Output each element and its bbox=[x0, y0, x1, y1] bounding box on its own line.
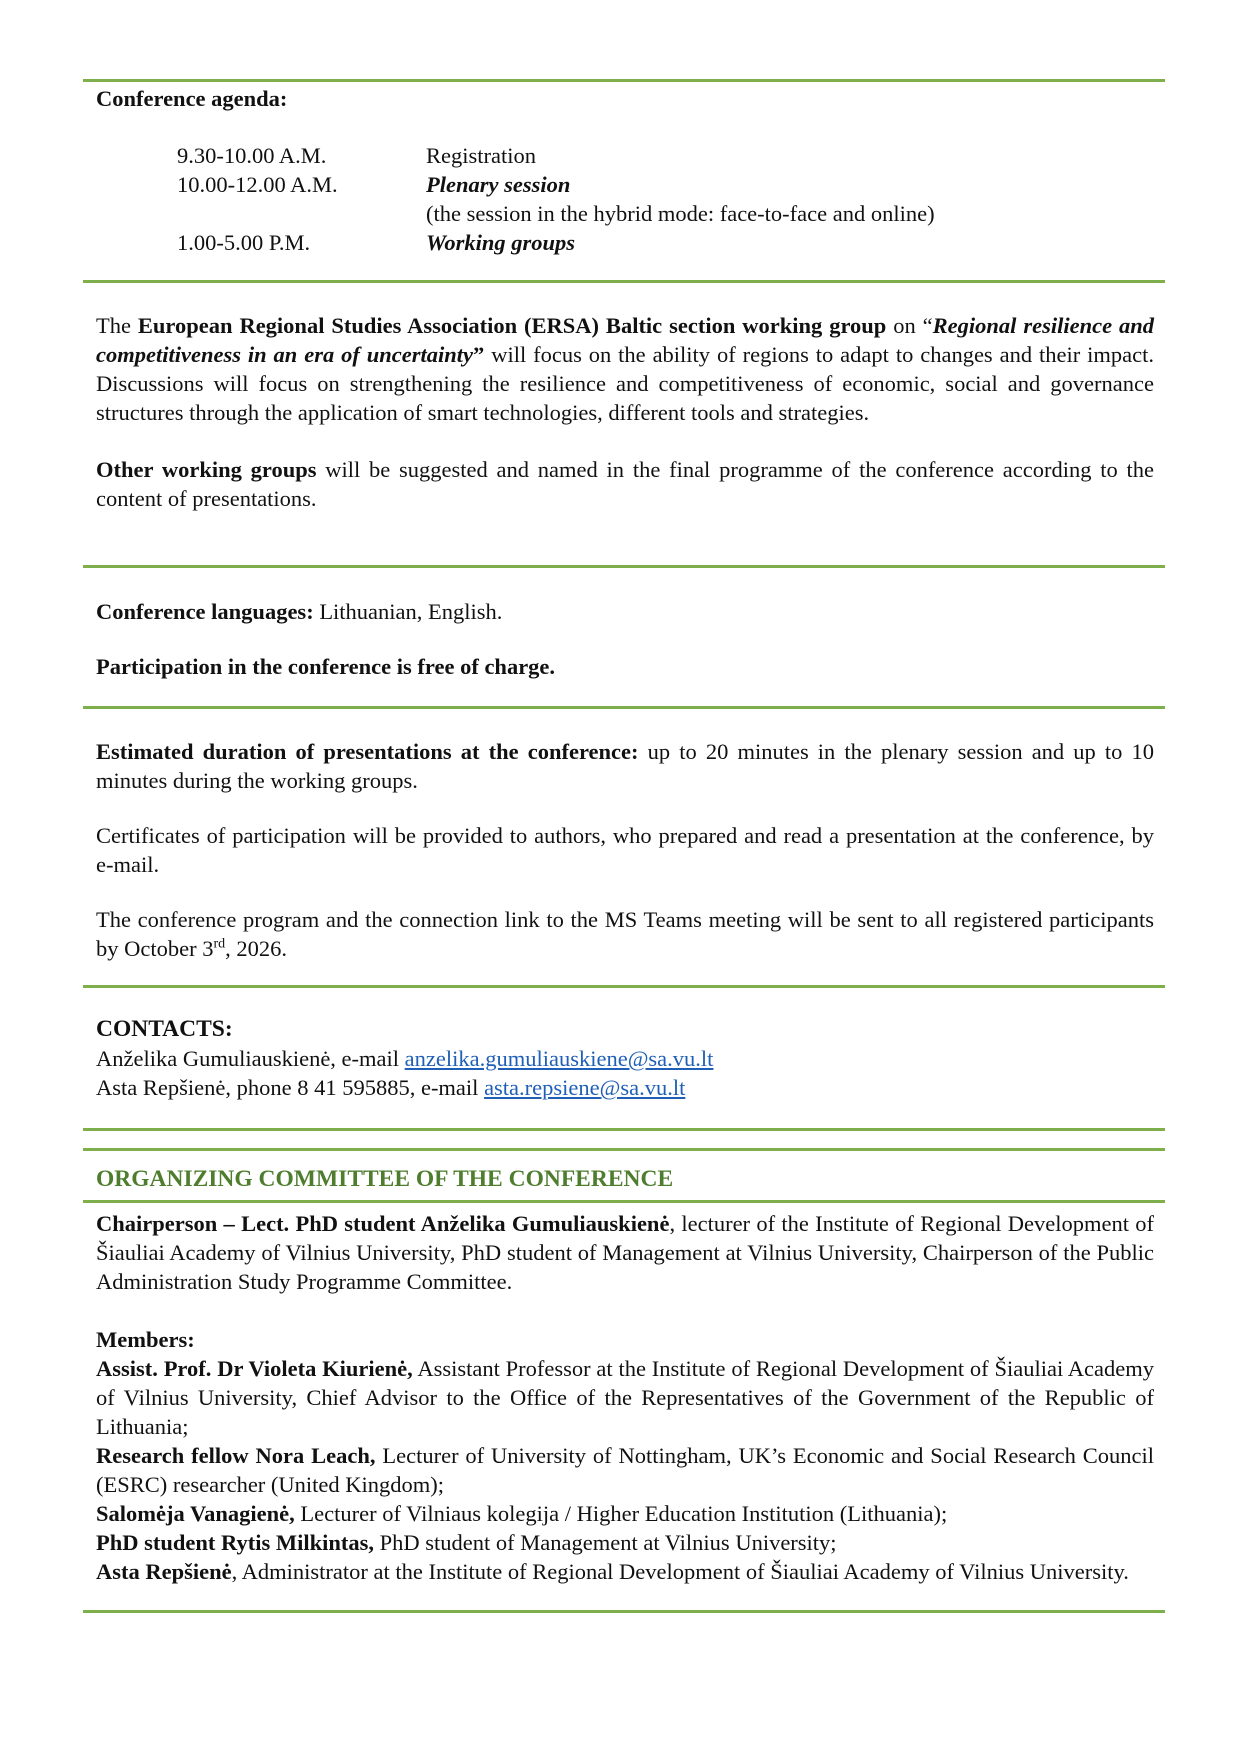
divider-top bbox=[83, 79, 1165, 82]
languages-section bbox=[96, 597, 1154, 681]
contact-line: Asta Repšienė, phone 8 41 595885, e-mail asta.repsiene@sa.vu.lt bbox=[96, 1075, 686, 1100]
ersa-section bbox=[96, 311, 1154, 513]
contacts-heading: CONTACTS: bbox=[96, 1016, 233, 1042]
email-link[interactable]: anzelika.gumuliauskiene@sa.vu.lt bbox=[404, 1046, 714, 1071]
committee-section bbox=[96, 1209, 1154, 1586]
duration-section bbox=[96, 737, 1154, 963]
divider bbox=[83, 985, 1165, 988]
agenda-desc: Plenary session bbox=[426, 172, 571, 197]
contacts-section bbox=[96, 1014, 1154, 1102]
member-item: Asta Repšienė, Administrator at the Institute of Regional Development of Šiauliai Academy of Vilnius University. bbox=[96, 1559, 1129, 1584]
agenda-desc: Registration bbox=[426, 143, 536, 168]
email-link[interactable]: asta.repsiene@sa.vu.lt bbox=[484, 1075, 686, 1100]
agenda-desc: (the session in the hybrid mode: face-to-face and online) bbox=[426, 201, 935, 226]
agenda-time: 10.00-12.00 A.M. bbox=[177, 172, 338, 197]
committee-title: ORGANIZING COMMITTEE OF THE CONFERENCE bbox=[96, 1166, 674, 1192]
member-item: Salomėja Vanagienė, Lecturer of Vilniaus kolegija / Higher Education Institution (Lithuania); bbox=[96, 1501, 948, 1526]
free-of-charge: Participation in the conference is free of charge. bbox=[96, 654, 556, 679]
program-paragraph: The conference program and the connection link to the MS Teams meeting will be sent to all registered participants by October 3rd, 2026. bbox=[96, 907, 1154, 961]
divider bbox=[83, 1128, 1165, 1131]
member-item: PhD student Rytis Milkintas, PhD student of Management at Vilnius University; bbox=[96, 1530, 837, 1555]
agenda-time: 9.30-10.00 A.M. bbox=[177, 143, 327, 168]
divider bbox=[83, 1200, 1165, 1203]
divider bbox=[83, 565, 1165, 568]
agenda-desc: Working groups bbox=[426, 230, 576, 255]
contact-line: Anželika Gumuliauskienė, e-mail anzelika.gumuliauskiene@sa.vu.lt bbox=[96, 1046, 714, 1071]
languages-line: Conference languages: Lithuanian, English. bbox=[96, 599, 503, 624]
chairperson-paragraph: Chairperson – Lect. PhD student Anželika Gumuliauskienė, lecturer of the Institute of Regional Development of Šiauliai Academy of Vilnius University, PhD student of Management at Vilnius University, Chairperson of the Public Administration Study Programme Committee. bbox=[96, 1211, 1154, 1294]
agenda-heading: Conference agenda: bbox=[96, 86, 288, 111]
other-groups-paragraph: Other working groups will be suggested and named in the final programme of the conference according to the content of presentations. bbox=[96, 457, 1154, 511]
agenda-time: 1.00-5.00 P.M. bbox=[177, 230, 311, 255]
member-item: Research fellow Nora Leach, Lecturer of University of Nottingham, UK’s Economic and Social Research Council (ESRC) researcher (United Kingdom); bbox=[96, 1443, 1154, 1497]
divider-bottom bbox=[83, 1610, 1165, 1613]
members-heading: Members: bbox=[96, 1327, 195, 1352]
certificates-paragraph: Certificates of participation will be provided to authors, who prepared and read a presentation at the conference, by e-mail. bbox=[96, 823, 1154, 877]
divider bbox=[83, 280, 1165, 283]
duration-paragraph: Estimated duration of presentations at the conference: up to 20 minutes in the plenary session and up to 10 minutes during the working groups. bbox=[96, 739, 1155, 793]
divider bbox=[83, 706, 1165, 709]
divider bbox=[83, 1148, 1165, 1151]
ersa-paragraph: The European Regional Studies Association (ERSA) Baltic section working group on “Regional resilience and competitiveness in an era of uncertainty” will focus on the ability of regions to adapt to changes and their impact. Discussions will focus on strengthening the resilience and competitiveness of economic, social and governance structures through the application of smart technologies, different tools and strategies. bbox=[96, 313, 1155, 425]
member-item: Assist. Prof. Dr Violeta Kiurienė, Assistant Professor at the Institute of Regional Development of Šiauliai Academy of Vilnius University, Chief Advisor to the Office of the Representatives of the Government of the Republic of Lithuania; bbox=[96, 1356, 1154, 1439]
